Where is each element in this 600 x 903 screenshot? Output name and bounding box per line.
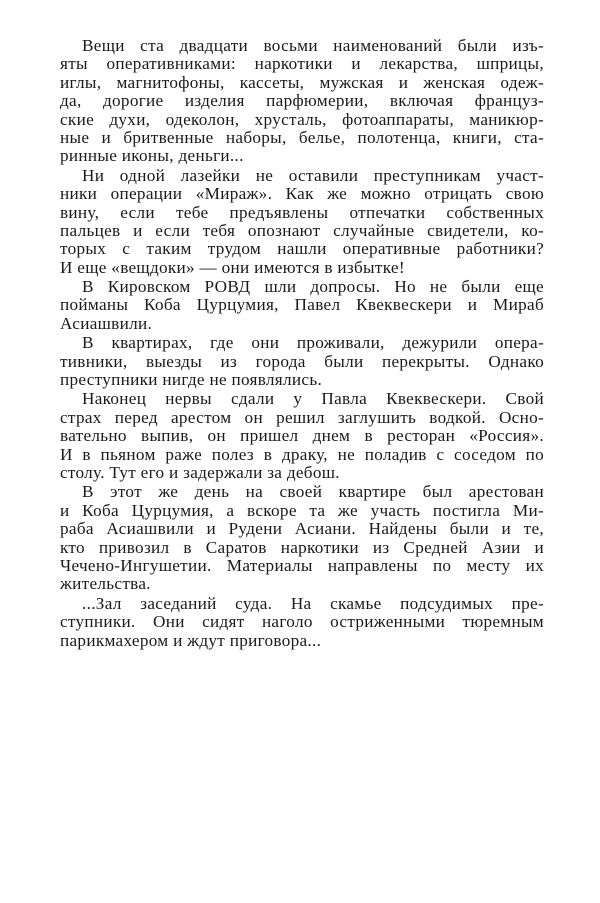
document-page [60,37,544,650]
text-line: столу. Тут его и задержали за дебош. [60,462,340,482]
text-line: пойманы Коба Цурцумия, Павел Квеквескери и Мираб [60,295,544,315]
text-line: да, дорогие изделия парфюмерии, включая француз- [60,91,544,111]
paragraph-seized-items [60,37,544,166]
text-line: ные и бритвенные наборы, белье, полотенца, книги, ста- [60,127,544,147]
text-line: Чечено-Ингушетии. Материалы направлены по месту их [60,555,544,575]
text-line: торых с таким трудом нашли оперативные работники? [60,239,544,259]
paragraph-interrogations [60,278,544,333]
text-line: вину, если тебе предъявлены отпечатки собственных [60,202,544,222]
text-line: ...Зал заседаний суда. На скамье подсудимых пре- [82,593,544,613]
paragraph-restaurant [60,390,544,482]
text-line: яты оперативниками: наркотики и лекарства, шприцы, [60,54,544,74]
text-line: ники операции «Мираж». Как же можно отрицать свою [60,184,544,204]
text-line: ринные иконы, деньги... [60,146,244,166]
text-line: Вещи ста двадцати восьми наименований были изъ- [82,36,544,55]
text-line: Наконец нервы сдали у Павла Квеквескери. Свой [82,389,544,409]
text-line: ские духи, одеколон, хрусталь, фотоаппараты, маникюр- [60,109,544,129]
text-line: раба Асиашвили и Рудени Асиани. Найдены были и те, [60,519,544,539]
text-line: парикмахером и ждут приговора... [60,630,322,650]
paragraph-arrests [60,483,544,593]
text-line: кто привозил в Саратов наркотики из Средней Азии и [60,537,544,557]
text-line: И еще «вещдоки» — они имеются в избытке! [60,257,405,277]
text-line: жительства. [60,574,151,594]
text-line: тивники, выезды из города были перекрыты. Однако [60,351,544,371]
text-line: В этот же день на своей квартире был арестован [82,482,544,502]
text-line: Асиашвили. [60,313,153,333]
text-line: Ни одной лазейки не оставили преступникам участ- [82,165,544,185]
text-line: И в пьяном раже полез в драку, не поладив с соседом по [60,444,544,464]
paragraph-operation-mirage [60,167,544,277]
text-line: В квартирах, где они проживали, дежурили опера- [82,333,544,353]
text-line: пальцев и если тебя опознают случайные свидетели, ко- [60,220,544,240]
text-line: и Коба Цурцумия, а вскоре та же участь постигла Ми- [60,500,544,520]
text-line: преступники нигде не появлялись. [60,370,323,390]
paragraph-apartments [60,334,544,389]
text-line: В Кировском РОВД шли допросы. Но не были еще [82,277,544,297]
paragraph-courtroom [60,595,544,650]
text-line: вательно выпив, он пришел днем в ресторан «Россия». [60,426,544,446]
text-line: иглы, магнитофоны, кассеты, мужская и женская одеж- [60,72,544,92]
text-line: ступники. Они сидят наголо остриженными тюремным [60,612,544,632]
text-line: страх перед арестом он решил заглушить водкой. Осно- [60,407,544,427]
